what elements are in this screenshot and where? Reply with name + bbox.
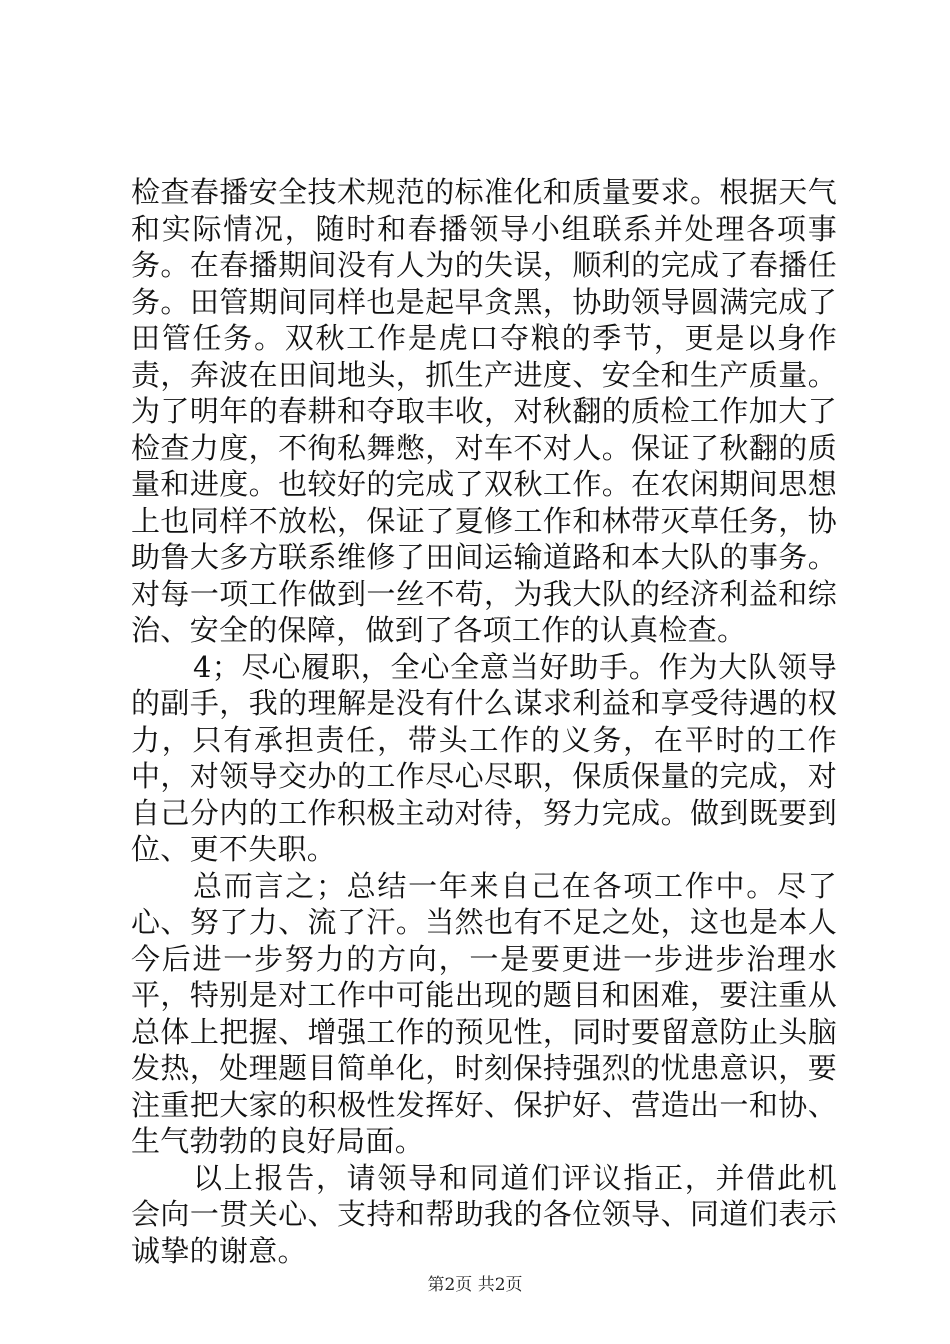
document-body [131,174,837,1269]
page-number: 第2页 共2页 [427,1275,523,1295]
paragraph-summary: 总而言之；总结一年来自己在各项工作中。尽了心、努了力、流了汗。当然也有不足之处，这也是本人今后进一步努力的方向，一是要更进一步进步治理水平，特别是对工作中可能出现的题目和困难，要注重从总体上把握、增强工作的预见性，同时要留意防止头脑发热，处理题目简单化，时刻保持强烈的忧患意识，要注重把大家的积极性发挥好、保护好、营造出一和协、生气勃勃的良好局面。 [131,868,837,1158]
paragraph-closing: 以上报告，请领导和同道们评议指正，并借此机会向一贯关心、支持和帮助我的各位领导、同道们表示诚挚的谢意。 [131,1160,837,1268]
paragraph-item-4: 4；尽心履职，全心全意当好助手。作为大队领导的副手，我的理解是没有什么谋求利益和享受待遇的权力，只有承担责任，带头工作的义务，在平时的工作中，对领导交办的工作尽心尽职，保质保量的完成，对自己分内的工作积极主动对待，努力完成。做到既要到位、更不失职。 [131,649,837,866]
page-footer [0,1274,950,1296]
paragraph-continuation: 检查春播安全技术规范的标准化和质量要求。根据天气和实际情况，随时和春播领导小组联系并处理各项事务。在春播期间没有人为的失误，顺利的完成了春播任务。田管期间同样也是起早贪黑，协助领导圆满完成了田管任务。双秋工作是虎口夺粮的季节，更是以身作责，奔波在田间地头，抓生产进度、安全和生产质量。为了明年的春耕和夺取丰收，对秋翻的质检工作加大了检查力度，不徇私舞憋，对车不对人。保证了秋翻的质量和进度。也较好的完成了双秋工作。在农闲期间思想上也同样不放松，保证了夏修工作和林带灭草任务，协助鲁大多方联系维修了田间运输道路和本大队的事务。对每一项工作做到一丝不苟，为我大队的经济利益和综治、安全的保障，做到了各项工作的认真检查。 [131,175,837,647]
